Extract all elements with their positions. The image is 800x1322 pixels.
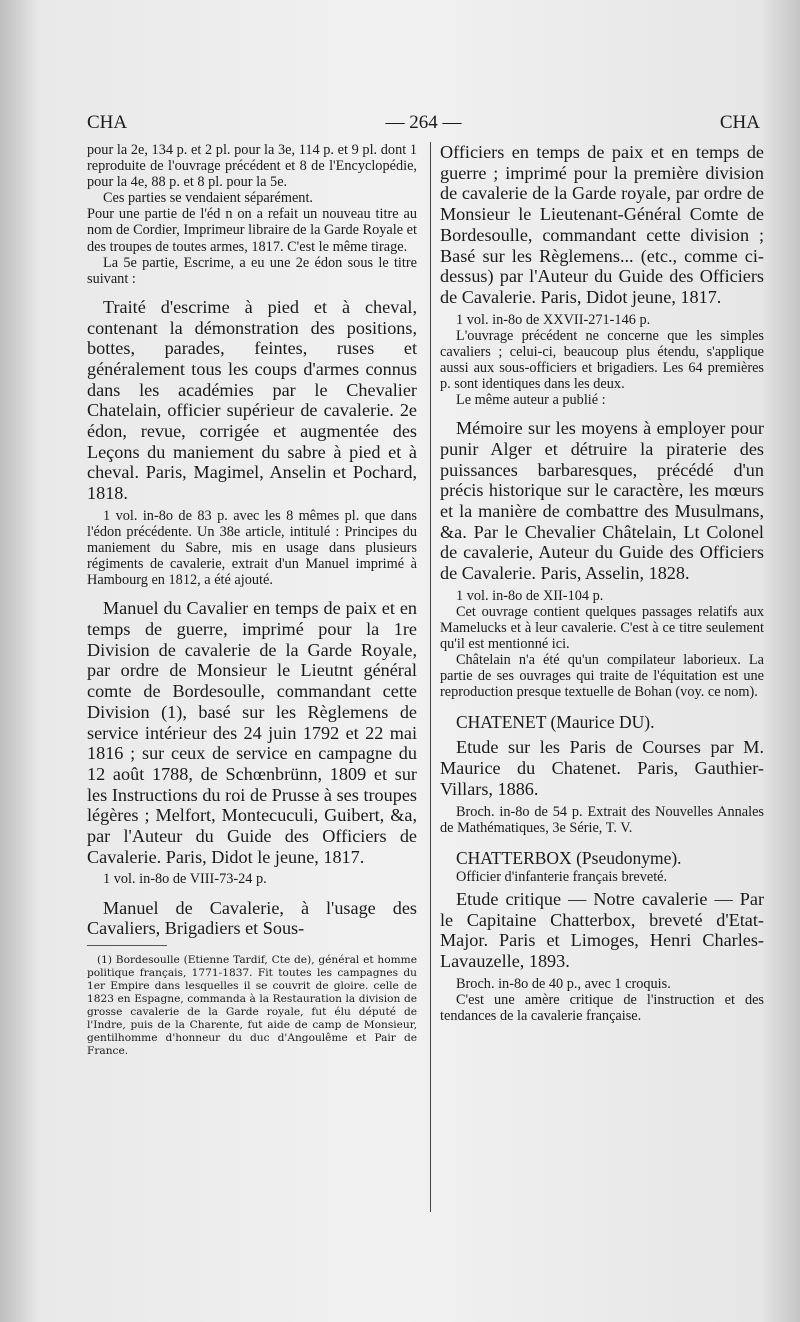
author-heading bbox=[440, 848, 764, 869]
paragraph: Cet ouvrage contient quelques passages relatifs aux Mamelucks et à leur cavalerie. C'est à ce titre seulement qu'il est mentionné ici. bbox=[440, 603, 764, 653]
book-title-entry: Manuel de Cavalerie, à l'usage des Cavaliers, Brigadiers et Sous- bbox=[87, 897, 417, 939]
running-header bbox=[87, 112, 760, 138]
author-heading bbox=[440, 712, 764, 733]
paragraph: L'ouvrage précédent ne concerne que les simples cavaliers ; celui-ci, beaucoup plus étendu, s'applique aussi aux sous-officiers et brigadiers. Les 64 premières p. sont identiques dans les deux. bbox=[440, 327, 764, 392]
paragraph: Ces parties se vendaient séparément. bbox=[103, 190, 314, 207]
paragraph: Officier d'infanterie français breveté. bbox=[456, 868, 668, 885]
book-title-entry: Manuel du Cavalier en temps de paix et en temps de guerre, imprimé pour la 1re Division de cavalerie de la Garde Royale, par ordre de Monsieur le Lieutnt général comte de Bordesoulle, commandant cette Division (1), basé sur les Règlemens de service intérieur des 24 juin 1792 et 22 mai 1816 ; sur ceux de service en campagne du 12 août 1788, de Schœnbrünn, 1809 et sur les Instructions du roi de Prusse à ses troupes légères ; Melfort, Montecuculi, Guibert, &a, par l'Auteur du Guide des Officiers de Cavalerie. Paris, Didot le jeune, 1817. bbox=[87, 598, 417, 867]
header-right: CHA bbox=[719, 112, 760, 133]
paragraph: 1 vol. in-8o de 83 p. avec les 8 mêmes pl. que dans l'édon précédente. Un 38e article, intitulé : Principes du maniement du Sabre, mis en usage dans plusieurs régiments de cavalerie, extrait d'un Manuel imprimé à Hambourg en 1812, a été ajouté. bbox=[87, 507, 417, 589]
book-title-entry: Officiers en temps de paix et en temps de guerre ; imprimé pour la première division de cavalerie de la Garde royale, par ordre de Monsieur le Lieutenant-Général Comte de Bordesoulle, commandant cette division ; Basé sur les Règlemens... (etc., comme ci-dessus) par l'Auteur du Guide des Officiers de Cavalerie. Paris, Didot jeune, 1817. bbox=[440, 142, 764, 307]
paragraph: Broch. in-8o de 40 p., avec 1 croquis. bbox=[456, 975, 671, 992]
paragraph: C'est une amère critique de l'instruction et des tendances de la cavalerie française. bbox=[440, 991, 764, 1024]
paragraph: 1 vol. in-8o de XII-104 p. bbox=[456, 587, 604, 604]
paragraph: 1 vol. in-8o de VIII-73-24 p. bbox=[103, 871, 267, 888]
paragraph: Pour une partie de l'éd n on a refait un nouveau titre au nom de Cordier, Imprimeur libraire de la Garde Royale et des troupes de toutes armes, 1817. C'est le même tirage. bbox=[87, 206, 417, 255]
paragraph: pour la 2e, 134 p. et 2 pl. pour la 3e, 114 p. et 9 pl. dont 1 reproduite de l'ouvrage précédent et 8 de l'Encyclopédie, pour la 4e, 88 p. et 8 pl. pour la 5e. bbox=[87, 142, 417, 191]
paragraph: 1 vol. in-8o de XXVII-271-146 p. bbox=[456, 311, 651, 328]
paragraph: Broch. in-8o de 54 p. Extrait des Nouvelles Annales de Mathématiques, 3e Série, T. V. bbox=[440, 803, 764, 836]
footnote bbox=[87, 954, 417, 1058]
footnote-divider bbox=[87, 945, 167, 946]
book-title-entry: Traité d'escrime à pied et à cheval, contenant la démonstration des positions, bottes, parades, feintes, ruses et généralement tous les coups d'armes connus dans les académies par le Chevalier Chatelain, officier supérieur de cavalerie. 2e édon, revue, corrigée et augmentée des Leçons du maniement du sabre à pied et à cheval. Paris, Magimel, Anselin et Pochard, 1818. bbox=[87, 296, 417, 504]
author-name: CHATTERBOX bbox=[456, 847, 572, 868]
page-number: — 264 — bbox=[385, 112, 462, 133]
column-divider bbox=[430, 142, 431, 1212]
book-title-entry: Etude sur les Paris de Courses par M. Maurice du Chatenet. Paris, Gauthier-Villars, 1886. bbox=[440, 737, 764, 799]
author-qualifier: (Pseudonyme). bbox=[576, 847, 682, 868]
paragraph: Le même auteur a publié : bbox=[456, 392, 606, 409]
book-title-entry: Etude critique — Notre cavalerie — Par le Capitaine Chatterbox, breveté d'Etat-Major. Paris et Limoges, Henri Charles-Lavauzelle, 1893. bbox=[440, 888, 764, 971]
left-column bbox=[87, 142, 417, 1058]
footnote-text: (1) Bordesoulle (Etienne Tardif, Cte de), général et homme politique français, 1771-1837. Fit toutes les campagnes du 1er Empire dans lesquelles il se couvrit de gloire. celle de 1823 en Espagne, commanda à la Restauration la division de grosse cavalerie de la Garde royale, fut élu député de l'Indre, puis de la Charente, fut aide de camp de Monsieur, gentilhomme d'honneur du duc d'Angoulême et Pair de France. bbox=[87, 953, 417, 1057]
right-column bbox=[440, 142, 764, 1024]
author-qualifier: (Maurice DU). bbox=[550, 712, 655, 733]
author-name: CHATENET bbox=[456, 712, 547, 733]
paragraph: La 5e partie, Escrime, a eu une 2e édon sous le titre suivant : bbox=[87, 254, 417, 287]
paragraph: Châtelain n'a été qu'un compilateur laborieux. La partie de ses ouvrages qui traite de l'équitation est une reproduction presque textuelle de Bohan (voy. ce nom). bbox=[440, 652, 764, 701]
book-title-entry: Mémoire sur les moyens à employer pour punir Alger et détruire la piraterie des puissances barbaresques, précédé d'un précis historique sur le caractère, les mœurs et la manière de combattre des Musulmans, &a. Par le Chevalier Châtelain, Lt Colonel de cavalerie, Auteur du Guide des Officiers de Cavalerie. Paris, Asselin, 1828. bbox=[440, 418, 764, 584]
header-left: CHA bbox=[87, 112, 128, 133]
